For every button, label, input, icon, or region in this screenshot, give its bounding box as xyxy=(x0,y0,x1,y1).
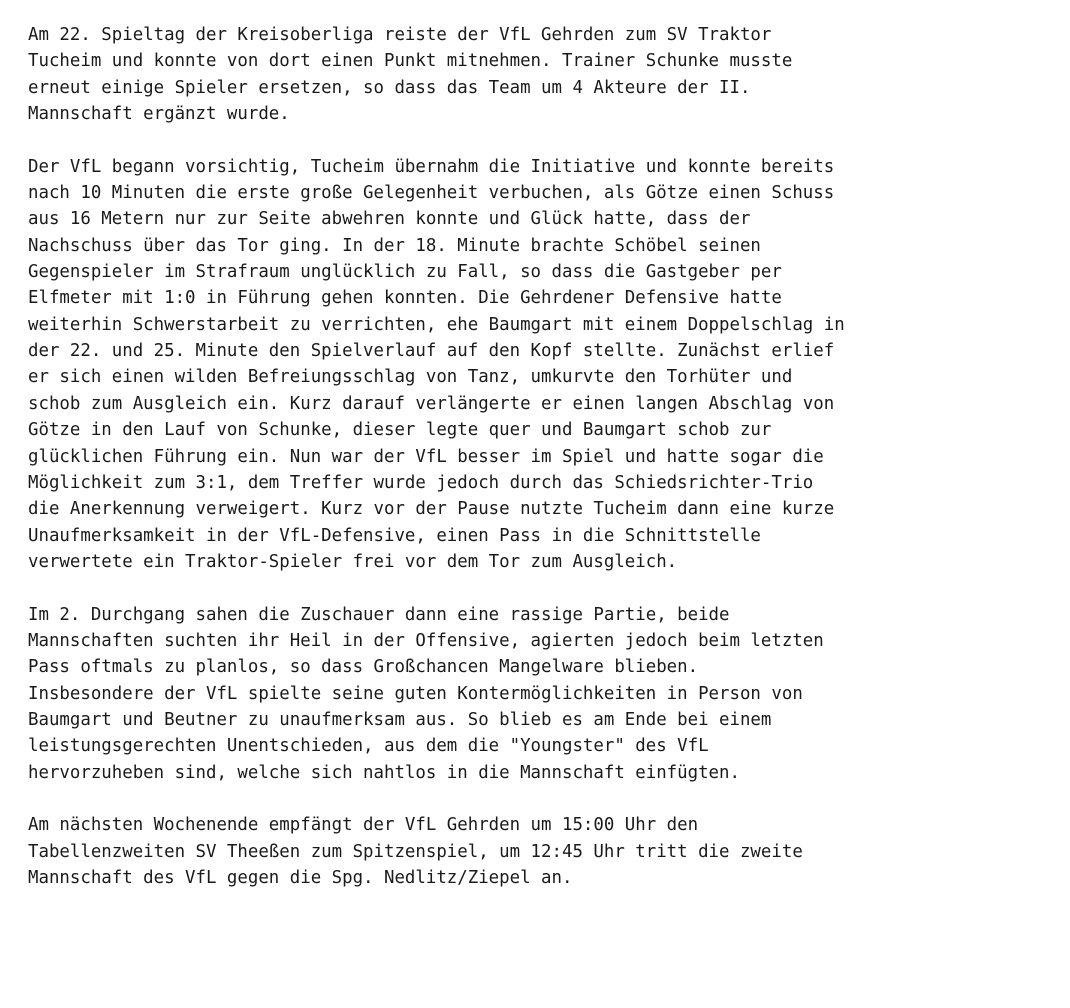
document-body xyxy=(28,22,1048,918)
text-line: Gegenspieler im Strafraum unglücklich zu Fall, so dass die Gastgeber per xyxy=(28,262,782,283)
text-line: Mannschaft des VfL gegen die Spg. Nedlitz/Ziepel an. xyxy=(28,868,573,888)
paragraph-second-half xyxy=(28,602,1048,786)
text-line: Insbesondere der VfL spielte seine guten Kontermöglichkeiten in Person von xyxy=(28,683,803,704)
text-line: Tabellenzweiten SV Theeßen zum Spitzenspiel, um 12:45 Uhr tritt die zweite xyxy=(28,841,803,862)
text-line: Baumgart und Beutner zu unaufmerksam aus. So blieb es am Ende bei einem xyxy=(28,709,772,730)
text-line: hervorzuheben sind, welche sich nahtlos in die Mannschaft einfügten. xyxy=(28,762,740,783)
text-line: der 22. und 25. Minute den Spielverlauf auf den Kopf stellte. Zunächst erlief xyxy=(28,341,835,362)
text-line: erneut einige Spieler ersetzen, so dass das Team um 4 Akteure der II. xyxy=(28,77,751,98)
text-line: Am nächsten Wochenende empfängt der VfL Gehrden um 15:00 Uhr den xyxy=(28,815,699,836)
text-line: Unaufmerksamkeit in der VfL-Defensive, einen Pass in die Schnittstelle xyxy=(28,525,761,546)
text-line: leistungsgerechten Unentschieden, aus dem die "Youngster" des VfL xyxy=(28,736,709,757)
text-line: er sich einen wilden Befreiungsschlag von Tanz, umkurvte den Torhüter und xyxy=(28,367,793,388)
text-line: Nachschuss über das Tor ging. In der 18. Minute brachte Schöbel seinen xyxy=(28,235,761,256)
text-line: weiterhin Schwerstarbeit zu verrichten, ehe Baumgart mit einem Doppelschlag in xyxy=(28,314,845,335)
text-line: Elfmeter mit 1:0 in Führung gehen konnten. Die Gehrdener Defensive hatte xyxy=(28,288,782,309)
paragraph-outlook xyxy=(28,812,1048,891)
text-line: Im 2. Durchgang sahen die Zuschauer dann eine rassige Partie, beide xyxy=(28,604,730,625)
text-line: Mannschaften suchten ihr Heil in der Offensive, agierten jedoch beim letzten xyxy=(28,630,824,651)
text-line: Am 22. Spieltag der Kreisoberliga reiste der VfL Gehrden zum SV Traktor xyxy=(28,25,772,45)
text-line: Mannschaft ergänzt wurde. xyxy=(28,104,290,125)
text-line: schob zum Ausgleich ein. Kurz darauf verlängerte er einen langen Abschlag von xyxy=(28,393,835,414)
text-line: Götze in den Lauf von Schunke, dieser legte quer und Baumgart schob zur xyxy=(28,420,772,441)
text-line: verwertete ein Traktor-Spieler frei vor dem Tor zum Ausgleich. xyxy=(28,551,678,572)
text-line: Tucheim und konnte von dort einen Punkt mitnehmen. Trainer Schunke musste xyxy=(28,51,793,72)
text-line: Möglichkeit zum 3:1, dem Treffer wurde jedoch durch das Schiedsrichter-Trio xyxy=(28,472,814,493)
text-line: die Anerkennung verweigert. Kurz vor der Pause nutzte Tucheim dann eine kurze xyxy=(28,499,835,520)
paragraph-first-half xyxy=(28,154,1048,576)
paragraph-intro xyxy=(28,22,1048,127)
text-line: Pass oftmals zu planlos, so dass Großchancen Mangelware blieben. xyxy=(28,657,699,678)
text-line: nach 10 Minuten die erste große Gelegenheit verbuchen, als Götze einen Schuss xyxy=(28,183,835,204)
text-line: aus 16 Metern nur zur Seite abwehren konnte und Glück hatte, dass der xyxy=(28,209,751,230)
text-line: Der VfL begann vorsichtig, Tucheim übernahm die Initiative und konnte bereits xyxy=(28,156,835,177)
text-line: glücklichen Führung ein. Nun war der VfL besser im Spiel und hatte sogar die xyxy=(28,446,824,467)
